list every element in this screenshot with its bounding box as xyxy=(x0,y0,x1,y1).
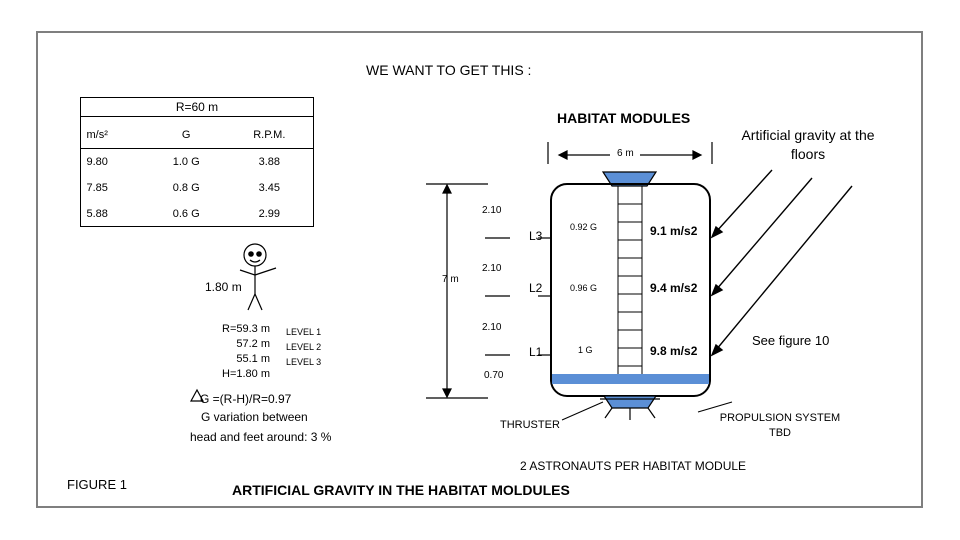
floor-acceleration-l1: 9.8 m/s2 xyxy=(650,344,698,358)
radius-list xyxy=(220,322,270,382)
astronaut-leg-right xyxy=(255,294,262,310)
astronaut-head xyxy=(244,244,266,266)
radius-value: 55.1 m xyxy=(236,353,270,365)
astronaut-smile xyxy=(250,260,260,262)
gravity-arrows xyxy=(712,170,852,355)
thruster-label: THRUSTER xyxy=(500,419,560,431)
floor-acceleration-l2: 9.4 m/s2 xyxy=(650,281,698,295)
spacing-label: 2.10 xyxy=(482,205,502,216)
astronaut-arm-left xyxy=(240,270,255,275)
astronaut-height-label: 1.80 m xyxy=(205,280,242,294)
astronaut-eye-left xyxy=(249,252,253,256)
thruster-leg-left xyxy=(605,408,612,418)
figure-number: FIGURE 1 xyxy=(67,477,127,492)
floor-level-l2: L2 xyxy=(529,281,543,295)
gravity-arrowhead xyxy=(712,285,722,295)
width-arrow-right xyxy=(693,151,701,159)
gravity-ratio-formula: G =(R-H)/R=0.97 xyxy=(200,392,292,406)
spacing-label: 2.10 xyxy=(482,263,502,274)
module-floor-plate xyxy=(552,374,709,384)
table-cell: 5.88 xyxy=(86,208,108,220)
habitat-module xyxy=(551,172,710,420)
gravity-arrow-shaft xyxy=(716,178,812,290)
floor-level-l1: L1 xyxy=(529,345,543,359)
radius-value: 57.2 m xyxy=(236,338,270,350)
thruster-leader-line xyxy=(562,402,603,420)
level-name: LEVEL 3 xyxy=(286,357,322,367)
table-cell: 3.45 xyxy=(258,182,280,194)
figure-caption: ARTIFICIAL GRAVITY IN THE HABITAT MOLDULES xyxy=(232,482,570,498)
thruster-leg-right xyxy=(648,408,655,418)
floor-acceleration-l3: 9.1 m/s2 xyxy=(650,224,698,238)
level-ticks xyxy=(485,238,552,355)
width-arrow-left xyxy=(559,151,567,159)
column-header-g: G xyxy=(147,117,225,149)
page-title: WE WANT TO GET THIS : xyxy=(366,62,532,78)
astronaut-eye-right xyxy=(257,252,261,256)
spacing-label: 2.10 xyxy=(482,322,502,333)
table-cell: 3.88 xyxy=(258,156,280,168)
radius-value: R=59.3 m xyxy=(222,323,270,335)
floor-gravity-l3: 0.92 G xyxy=(570,222,598,232)
table-cell: 1.0 G xyxy=(172,156,200,168)
floor-level-l3: L3 xyxy=(529,229,543,243)
rpm-table-heading: R=60 m xyxy=(81,98,314,117)
astronaut-leg-left xyxy=(248,294,255,310)
astronaut-arm-right xyxy=(255,268,276,275)
gravity-variation-line2: head and feet around: 3 % xyxy=(190,430,332,444)
level-name: LEVEL 1 xyxy=(286,327,322,337)
floor-gravity-l2: 0.96 G xyxy=(570,283,598,293)
gravity-arrowhead xyxy=(712,227,722,237)
dim-arrow-down xyxy=(443,389,451,397)
astronaut-figure xyxy=(240,244,276,310)
column-header-rpm: R.P.M. xyxy=(225,117,313,149)
table-cell: 9.80 xyxy=(86,156,108,168)
column-header-acceleration: m/s² xyxy=(81,117,148,149)
module-width-label: 6 m xyxy=(617,148,634,159)
table-cell: 0.6 G xyxy=(172,208,200,220)
see-figure-note: See figure 10 xyxy=(752,333,830,348)
spacing-label: 0.70 xyxy=(484,370,504,381)
ladder xyxy=(618,186,642,374)
level-list xyxy=(286,325,321,370)
module-height-label: 7 m xyxy=(442,274,459,285)
table-cell: 2.99 xyxy=(258,208,280,220)
height-dimension xyxy=(426,184,488,398)
astronauts-per-module-note: 2 ASTRONAUTS PER HABITAT MODULE xyxy=(520,459,747,473)
table-cell: 7.85 xyxy=(86,182,108,194)
dim-arrow-up xyxy=(443,185,451,193)
habitat-modules-title: HABITAT MODULES xyxy=(557,110,691,126)
gravity-variation-line1: G variation between xyxy=(201,410,308,424)
propulsion-system-label: PROPULSION SYSTEM TBD xyxy=(719,412,841,439)
level-name: LEVEL 2 xyxy=(286,342,322,352)
thruster xyxy=(600,396,660,420)
artificial-gravity-floors-label: Artificial gravity at the floors xyxy=(741,127,875,162)
thruster-body xyxy=(604,396,656,408)
floor-gravity-l1: 1 G xyxy=(578,345,593,355)
height-value: H=1.80 m xyxy=(222,368,270,380)
gravity-arrowhead xyxy=(712,345,722,355)
table-cell: 0.8 G xyxy=(172,182,200,194)
gravity-arrow-shaft xyxy=(716,170,772,232)
